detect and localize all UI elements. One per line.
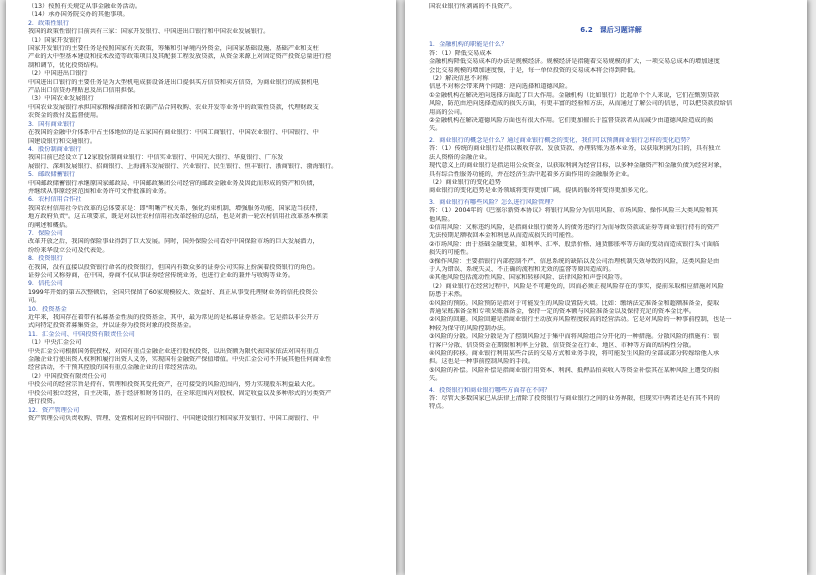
text-line: （13）按照有关规定从事金融业务活动。 <box>28 3 142 10</box>
text-line: 金融机构降低交易成本的办法是规模经济。规模经济是指随着交易规模的扩大，一项交易总成本的增加速度 <box>429 58 720 66</box>
text-line: ②风险的回避。风险回避是指商业银行主动放弃风险程度较高的经营活动。它是对风险的一种事前控制，也是一 <box>429 316 732 324</box>
text-line: 金融企业行使出资人权利和履行出资人义务，实现国有金融资产保值增值。中央汇金公司不开展其他任何商业性 <box>28 356 332 364</box>
text-line: 答：（1）降低交易成本 <box>429 49 492 57</box>
text-line: ④其他风险包括流动性风险、国家和转移风险、法律风险和声誉风险等。 <box>429 274 627 282</box>
heading-line: 9．信托公司 <box>28 280 63 288</box>
heading-line: 2．商业银行的概念是什么？通过商业银行概念的变化，我们可以预测商业银行怎样的变化趋势？ <box>429 136 693 144</box>
text-line: ②市场风险：由于基础金融变量，如利率、汇率、股票价格、通货膨胀率等方面的变动而造成银行头寸面临 <box>429 240 720 248</box>
text-line: 国家开发银行的主要任务是按照国家有关政策，筹集和引导境内外资金，向国家基础设施、基础产业和支柱 <box>28 45 319 53</box>
text-line: 农资金的拨付及监督使用。 <box>28 112 103 120</box>
text-line: 式向特定投资者募集资金，并以证券为投资对象的投资基金。 <box>28 322 196 330</box>
text-line: 失。 <box>429 125 442 133</box>
heading-line: 4．投资银行和商业银行哪些方面存在不同？ <box>429 386 551 394</box>
text-line: （2）解决信息不对称 <box>429 75 489 83</box>
text-line: （2）中国进出口银行 <box>28 70 88 78</box>
heading-line: 11．汇金公司、中国投资有限责任公司 <box>28 330 135 338</box>
text-line: 会比交易规模的增加速度慢，于是，每一单位投资的交易成本将会得到降低。 <box>429 66 640 74</box>
right-page <box>405 0 807 575</box>
text-line: 经营活动，不干预其控股的国有重点金融企业的日常经营活动。 <box>28 364 202 372</box>
heading-line: 10．投资基金 <box>28 305 67 313</box>
text-line: 答：（1）2004年的《巴塞尔新资本协议》将银行风险分为信用风险、市场风险、操作风险三大类风险和其 <box>429 207 718 215</box>
text-line: 改革开放之后，我国的保险事业得到了巨大发展。同时，国外保险公司看好中国保险市场的巨大发展潜力， <box>28 238 319 246</box>
heading-line: 7．保险公司 <box>28 229 63 237</box>
text-line: 商业银行的变化趋势是业务领域将变得更加广阔，提供的服务将变得更加多元化。 <box>429 187 652 195</box>
text-line: 现代意义上的商业银行是指运用公众资金，以获取利润为经营目标，以多种金融资产和金融负债为经营对象， <box>429 162 726 170</box>
text-line: 信息不对称会带来两个问题：逆向选择和道德风险。 <box>429 83 572 91</box>
text-line: 国建设银行和交通银行。 <box>28 137 97 145</box>
text-line: 中投公司的经营宗旨是持有、管理和投资其受托资产，在可接受的风险范围内，努力实现股东利益最大化。 <box>28 381 319 389</box>
text-line: 行客户分散、信贷资金在期限和利率上分散、信贷资金在行业、地区、市种等方面的结构性分散。 <box>429 341 696 349</box>
text-line: 答：（1）传统的商业银行是指以吸收存款、发放贷款、办理转账为基本业务，以获取利润为目的，具有独立 <box>429 145 721 153</box>
text-line: ②金融机构在解决道德风险方面也有很大作用。它们更加擅长于监督贷款者从而减少由道德风险造成的损 <box>429 117 713 125</box>
text-line: 法人资格的金融企业。 <box>429 153 491 161</box>
text-line: 我国农村信用社今后改革的总体要求是：即"明晰产权关系，强化约束机制，增强服务功能，国家适当扶持， <box>28 204 322 212</box>
text-line: （1）国家开发银行 <box>28 36 82 44</box>
text-line: 1999年开始的第五次整顿后，全国只保留了60家规模较大、效益好、真正从事受托理财业务的信托投资公 <box>28 288 318 296</box>
text-line: 中央汇金公司根据国务院授权，对国有重点金融企业进行股权投资，以出资额为限代表国家依法对国有重点 <box>28 347 319 355</box>
text-line: ①信用风险：又称违约风险，是指商业银行债务人的债务违约行为而导致贷款或证券等商业银行持有的资产 <box>429 223 720 231</box>
text-line: （14）承办国务院交办的其他事项。 <box>28 11 129 19</box>
text-line: 于人为错误、系统失灵、不正确的流程和无效的监督等原因造成的。 <box>429 265 615 273</box>
text-line: （2）商业银行的变化趋势 <box>429 178 501 186</box>
text-line: 近年来，我国存在着带有私募基金性质的投资基金，其中，最为常见的是私募证券基金。它是指以非公开方 <box>28 314 319 322</box>
text-line: 中国邮政储蓄银行承继原国家邮政局、中国邮政集团公司经营的邮政金融业务及因此而形成的资产和负债， <box>28 179 319 187</box>
text-line: 产品出口信贷办理贴息及出口信用担保。 <box>28 87 140 95</box>
right-page-body <box>429 41 793 411</box>
text-line: 失。 <box>429 375 442 383</box>
text-line: ③风险的分散。风险分散是为了控制风险过于集中而将风险组合分开化的一种措施。分散风险的措施有：银 <box>429 333 720 341</box>
text-line: ③操作风险：主要指银行内部控制不严、信息系统的缺陷以及公司治理机制失效导致的风险，这类风险是由 <box>429 257 720 265</box>
text-line: （2）商业银行在经营过程中，风险是不可避免的，因而必须正视风险存在的事实，提前采取相应措施对风险 <box>429 282 724 290</box>
heading-line: 2．政策性银行 <box>28 19 70 27</box>
text-line: ⑤风险的补偿。风险补偿是指商业银行用资本、利润、抵押品拍卖收入等资金补偿其在某种风险上遭受的损 <box>429 366 720 374</box>
heading-line: 5．邮政储蓄银行 <box>28 171 76 179</box>
text-line: 的阐述和概括。 <box>28 221 72 229</box>
heading-line: 12．资产管理公司 <box>28 406 80 414</box>
text-line: 风险，防范由逆向选择造成的损失方面，有更丰富的经验和方法，从而通过了解公司的信息，可以把贷款投给信 <box>429 100 733 108</box>
text-line: ④风险的转移。商业银行利用某些合法的交易方式和业务手段，将可能发生风险的全部或部分转嫁给他人承 <box>429 350 720 358</box>
text-line: 种较为保守的风险控制办法。 <box>429 324 510 332</box>
text-line: 中国进出口银行的主要任务是为大型机电成套设备进出口提供买方信贷和卖方信贷，为商业银行的成套机电 <box>28 78 319 86</box>
heading-line: 3．商业银行有哪些风险？怎么进行风险管理？ <box>429 198 557 206</box>
text-line: 我国的政策性银行目前共有三家：国家开发银行、中国进出口银行和中国农业发展银行。 <box>28 28 270 36</box>
text-line: 展银行、深圳发展银行、招商银行、上海浦东发展银行、兴业银行、民生银行、恒丰银行、浙商银行、渤海银行。 <box>28 162 338 170</box>
text-line: 并继续从事原经营范围和业务许可文件批准的业务。 <box>28 187 171 195</box>
text-line: 损失的可能性。 <box>429 249 473 257</box>
text-line: 产业的大中型基本建设和技术改造等政策项目及其配套工程发放贷款，从资金来源上对固定资产投资总量进行控 <box>28 53 332 61</box>
text-line: 防患于未然。 <box>429 291 467 299</box>
heading-line: 3．国有商业银行 <box>28 120 76 128</box>
text-line: （1）中央汇金公司 <box>28 339 82 347</box>
text-line: （2）中国投资有限责任公司 <box>28 372 107 380</box>
text-line: 制和调节，优化投资结构。 <box>28 61 103 69</box>
text-line: 普通呆账准备金和专项呆账准备金，保持一定的资本额与风险准备金以及保持充足的资本金比率。 <box>429 308 696 315</box>
right-top-line: 国农业银行所剥离的不良资产。 <box>429 3 516 10</box>
text-line: 特点。 <box>429 403 448 411</box>
text-line: 答：尽管大多数国家已从法律上清除了投资银行与商业银行之间的业务界限，但现实中两者还是有其不同的 <box>429 395 720 403</box>
heading-line: 1．金融机构的职能是什么？ <box>429 41 508 49</box>
heading-line: 4．股份制商业银行 <box>28 145 82 153</box>
text-line: ①金融机构在解决逆向选择方面起了巨大作用。金融机构（比如银行）比起单个个人来说，它们在甄别贷款 <box>429 91 720 99</box>
heading-line: 6．农村信用合作社 <box>28 196 82 204</box>
text-line: 我国目前已经设立了12家股份制商业银行：中信实业银行、中国光大银行、华夏银行、广东发 <box>28 154 284 162</box>
text-line: 他风险。 <box>429 215 454 223</box>
section-title: 6.2 课后习题详解 <box>580 26 642 35</box>
left-page <box>6 0 396 575</box>
text-line: 具有综合性服务功能的，并在经济生活中起着多方面作用的金融服务企业。 <box>429 170 634 178</box>
text-line: 中投公司独立经营，自主决策，基于经济和财务目的，在全球范围内对股权、固定收益以及多种形式的另类资产 <box>28 389 332 397</box>
text-line: 中国农业发展银行承担国家粮棉油储备和农副产品合同收购、农业开发等业务中的政策性贷款，代理财政支 <box>28 103 319 111</box>
text-line: 在我国的金融中介体系中占主体地位的是五家国有商业银行：中国工商银行、中国农业银行、中国银行、中 <box>28 129 319 137</box>
text-line: （3）中国农业发展银行 <box>28 95 94 103</box>
text-line: ①风险的预防。风险预防是指对于可能发生的风险设置防火墙。比如：缴纳法定准备金和超额准备金，提取 <box>429 299 720 307</box>
text-line: 担。这也是一种事前控制风险的手段。 <box>429 358 535 366</box>
text-line: 无法按期足额收回本金和利息从而造成损失的可能性。 <box>429 232 578 240</box>
text-line: 司。 <box>28 297 41 305</box>
text-line: 资产管理公司负责收购、管理、处置相对应的中国银行、中国建设银行和国家开发银行、中国工商银行、中 <box>28 414 319 422</box>
text-line: 在我国，没有直接以投资银行命名的投资银行，但国内有数众多的证券公司实际上扮演着投资银行的角色。 <box>28 263 319 271</box>
text-line: 用高的公司。 <box>429 108 467 116</box>
text-line: 进行投资。 <box>28 398 59 406</box>
text-line: 纷纷来华设立公司及代表处。 <box>28 246 109 254</box>
text-line: 地方政府负责"。这五项要求，既是对以往农村信用社改革经验的总结，也是对新一轮农村信用社改革基本框架 <box>28 213 328 221</box>
heading-line: 8．投资银行 <box>28 255 63 263</box>
text-line: 证券公司又称券商，在中国，券商不仅从事证券经营传统业务，也进行企业的兼并与收购等业务。 <box>28 272 295 279</box>
